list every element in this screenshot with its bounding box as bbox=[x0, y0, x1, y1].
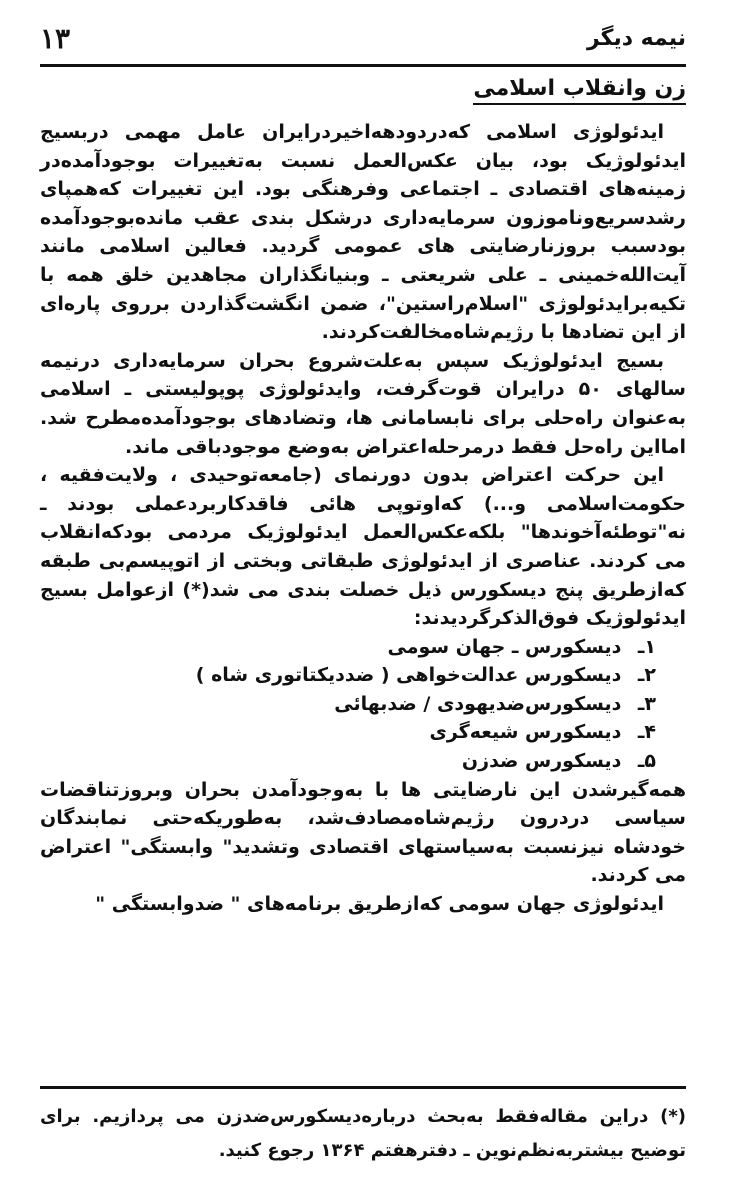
list-item-number: ۵ـ bbox=[637, 750, 656, 773]
paragraph: بسیج ایدئولوژیک سپس به‌علت‌شروع بحران سرمایه‌داری درنیمه سالهای ۵۰ در‌ایران قوت‌گرفت، وایدئولوژی پوپولیستی ـ اسلامی به‌عنوان راه‌حلی برای نابسامانی ها، وتضادهای بوجود‌آمده‌مطرح شد. امااین راه‌حل فقط در‌مرحله‌اعتراض به‌وضع موجود‌باقی ماند. bbox=[40, 349, 686, 458]
list-item-number: ١ـ bbox=[637, 635, 656, 658]
list-item-number: ٣ـ bbox=[637, 692, 656, 715]
list-item bbox=[40, 718, 656, 747]
footnote-rule bbox=[40, 1086, 686, 1089]
article-body bbox=[40, 118, 686, 919]
list-item bbox=[40, 690, 656, 719]
list-item-text: دیسکورس ضدزن bbox=[461, 750, 622, 773]
list-item-number: ٢ـ bbox=[637, 664, 656, 687]
discourse-list bbox=[40, 633, 686, 776]
footnote: (*) دراین مقاله‌فقط به‌بحث درباره‌دیسکورس‌ضدزن می پردازیم. برای توضیح بیشتربه‌نظم‌نوین ـ دفترهفتم ١٣۶۴ رجوع کنید. bbox=[40, 1106, 686, 1161]
paragraph: این حرکت اعتراض بدون دورنمای (جامعه‌توحیدی ، ولایت‌فقیه ، حکومت‌اسلامی و...) که‌اوتوپی هائی فاقدکاربردعملی بودند ـ نه"توطئه‌آخوندها" بلکه‌عکس‌العمل ایدئولوژیک مردمی بودکه‌انقلاب می کردند. عناصری از ایدئولوژی طبقاتی وبختی از اتوپیسم‌بی طبقه که‌ازطریق پنج دیسکورس ذیل خصلت بندی می شد(*) ازعوامل بسیج ایدئولوژیک فوق‌الذکرگردیدند: bbox=[40, 464, 686, 630]
list-item-text: دیسکورس شیعه‌گری bbox=[429, 721, 622, 744]
section-title: زن وانقلاب اسلامی bbox=[473, 76, 686, 105]
paragraph: ایدئولوژی اسلامی که‌در‌دو‌دهه‌اخیر‌در‌ایران عامل مهمی دربسیج ایدئولوژیک بود، بیان عکس‌العمل نسبت به‌تغییرات بوجود‌آمده‌در زمینه‌های اقتصادی ـ اجتماعی وفرهنگی بود. این تغییرات که‌همپای رشدسریع‌وناموزون سرمایه‌داری درشکل بندی عقب مانده‌بوجود‌آمده بود‌سبب بروزنارضایتی های عمومی گردید. فعالین اسلامی مانند آیت‌الله‌خمینی ـ علی شریعتی ـ وبنیانگذاران مجاهدین خلق همه با تکیه‌برایدئولوژی "اسلام‌راستین"، ضمن انگشت‌گذاردن برروی پاره‌ای از این تضادها با رژیم‌شاه‌مخالفت‌کردند. bbox=[40, 121, 686, 344]
page-header bbox=[40, 22, 686, 62]
list-item bbox=[40, 747, 656, 776]
list-item-text: دیسکورس عدالت‌خواهی ( ضددیکتاتوری شاه ) bbox=[195, 664, 622, 687]
header-rule bbox=[40, 64, 686, 67]
list-item-number: ۴ـ bbox=[637, 721, 656, 744]
paragraph: همه‌گیرشدن این نارضایتی ها با به‌وجودآمدن بحران وبروزتناقضات سیاسی دردرون رژیم‌شاه‌مصادف‌شد، به‌طوریکه‌حتی نمابندگان خودشاه نیزنسبت به‌سیاستهای اقتصادی وتشدید" وابستگی" اعتراض می کردند. bbox=[40, 778, 686, 887]
list-item bbox=[40, 661, 656, 690]
list-item-text: دیسکورس‌ضدیهودی / ضدبهائی bbox=[334, 692, 622, 715]
list-item-text: دیسکورس ـ جهان سومی bbox=[387, 635, 622, 658]
paragraph: ایدئولوژی جهان سومی که‌ازطریق برنامه‌های " ضدوابستگی " bbox=[95, 893, 664, 916]
list-item bbox=[40, 633, 656, 662]
page-number: ١٣ bbox=[40, 22, 71, 55]
journal-title: نیمه دیگر bbox=[586, 26, 686, 51]
